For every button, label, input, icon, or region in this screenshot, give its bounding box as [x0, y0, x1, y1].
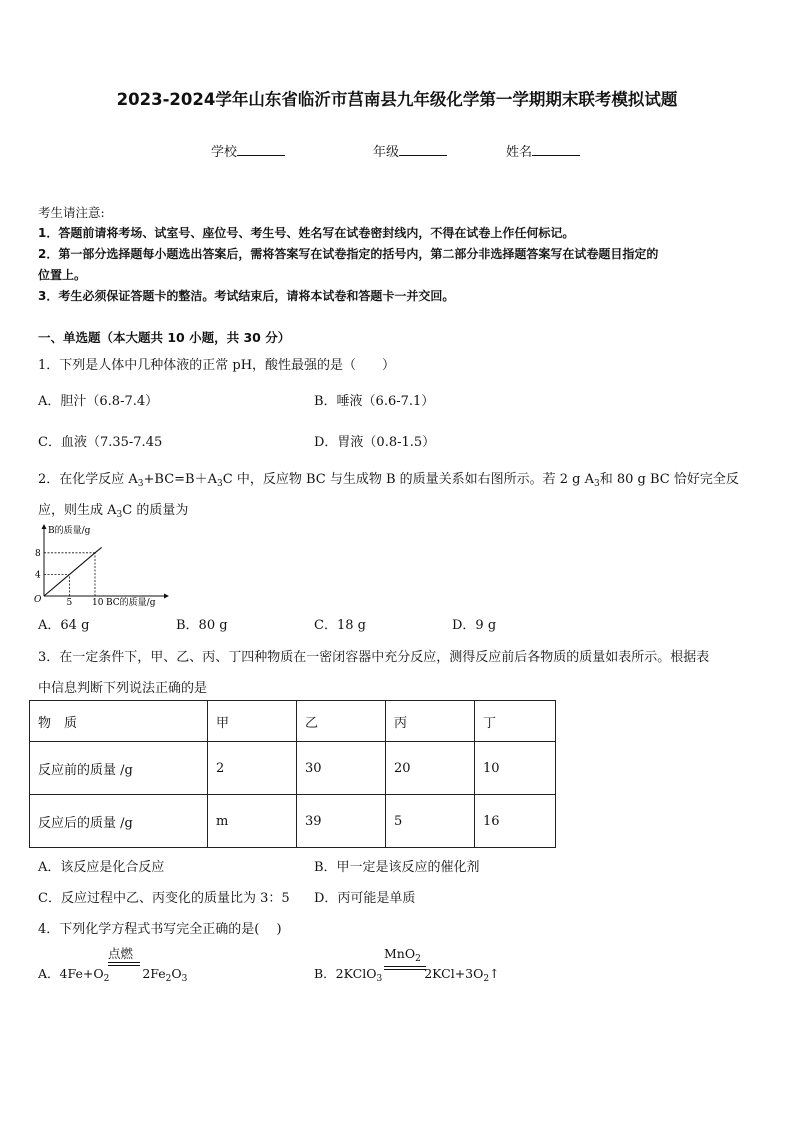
table-header-cell: 丙	[386, 701, 475, 742]
y-axis-arrow	[42, 524, 47, 529]
q4-option-b[interactable]: B．2KClO$_3$ $2KCl+3O_2↑$	[314, 966, 500, 984]
x-axis-arrow	[164, 594, 169, 599]
q1-option-a[interactable]: A．胆汁（6.8-7.4）	[38, 394, 159, 409]
q3-mass-table	[29, 700, 556, 848]
table-cell: 反应后的质量 /g	[30, 795, 208, 848]
mass-relation-chart	[30, 524, 170, 608]
x-axis-label: BC的质量/g	[106, 598, 156, 608]
q4-a-condition: 点燃	[108, 946, 134, 961]
table-cell: 30	[297, 742, 386, 795]
table-cell: 20	[386, 742, 475, 795]
q1-option-b[interactable]: B．唾液（6.6-7.1）	[314, 394, 435, 409]
school-field	[211, 141, 285, 160]
q1-stem: 1．下列是人体中几种体液的正常 pH，酸性最强的是（ ）	[38, 358, 396, 373]
y-tick-label: 8	[35, 548, 41, 559]
q3-option-a[interactable]: A．该反应是化合反应	[38, 860, 165, 875]
notice-heading: 考生请注意:	[38, 205, 105, 220]
notice-item-2-cont: 位置上。	[38, 268, 87, 282]
notice-item-1: 1．答题前请将考场、试室号、座位号、考生号、姓名写在试卷密封线内，不得在试卷上作任何标记。	[38, 226, 575, 240]
origin-label: O	[34, 595, 42, 605]
table-header-cell: 丁	[475, 701, 556, 742]
name-label: 姓名	[506, 145, 533, 160]
q2-stem-line1: 2．在化学反应 $A_3+BC=B+A_3C$ 中，反应物 BC 与生成物 B 的质量关系如右图所示。若 2 g $A_3$和 80 g BC 恰好完全反	[38, 472, 739, 489]
table-row	[30, 795, 556, 848]
table-cell: m	[208, 795, 297, 848]
table-cell: 16	[475, 795, 556, 848]
table-header-cell: 乙	[297, 701, 386, 742]
q4-stem: 4．下列化学方程式书写完全正确的是( )	[38, 922, 282, 937]
y-axis-label: B的质量/g	[48, 526, 91, 536]
q2-stem-line2: 应，则生成 $A_3C$ 的质量为	[38, 503, 189, 520]
q1-option-c[interactable]: C．血液（7.35-7.45	[38, 435, 163, 450]
q3-stem-line2: 中信息判断下列说法正确的是	[38, 681, 208, 696]
grade-blank[interactable]	[399, 143, 447, 156]
section-heading: 一、单选题（本大题共 10 小题，共 30 分）	[38, 330, 291, 345]
grade-label: 年级	[373, 145, 400, 160]
table-cell: 39	[297, 795, 386, 848]
table-row	[30, 742, 556, 795]
y-tick-label: 4	[35, 570, 41, 581]
table-header-row	[30, 701, 556, 742]
table-cell: 5	[386, 795, 475, 848]
q4-b-condition: MnO$_2$	[384, 946, 421, 964]
q2-option-d[interactable]: D．9 g	[452, 618, 497, 633]
notice-item-2: 2．第一部分选择题每小题选出答案后，需将答案写在试卷指定的括号内，第二部分非选择题答案写在试卷题目指定的	[38, 247, 659, 261]
table-cell: 反应前的质量 /g	[30, 742, 208, 795]
grade-field	[373, 141, 447, 160]
name-blank[interactable]	[532, 143, 580, 156]
table-cell: 10	[475, 742, 556, 795]
name-field	[506, 141, 580, 160]
q4-option-a[interactable]: A．$4Fe+O_2$ $2Fe_2O_3$	[38, 966, 188, 984]
x-tick-label: 5	[66, 598, 73, 608]
q2-option-c[interactable]: C．18 g	[314, 618, 366, 633]
table-header-cell: 物 质	[30, 701, 208, 742]
q1-option-d[interactable]: D．胃液（0.8-1.5）	[314, 435, 436, 450]
q2-option-a[interactable]: A．64 g	[38, 618, 90, 633]
school-blank[interactable]	[237, 143, 285, 156]
q3-option-c[interactable]: C．反应过程中乙、丙变化的质量比为 3：5	[38, 891, 290, 906]
notice-item-3: 3．考生必须保证答题卡的整洁。考试结束后，请将本试卷和答题卡一并交回。	[38, 289, 455, 303]
table-cell: 2	[208, 742, 297, 795]
page-title: 2023-2024学年山东省临沂市莒南县九年级化学第一学期期末联考模拟试题	[116, 90, 678, 109]
q2-option-b[interactable]: B．80 g	[176, 618, 228, 633]
school-label: 学校	[211, 145, 238, 160]
table-header-cell: 甲	[208, 701, 297, 742]
x-tick-label: 10	[92, 598, 104, 608]
q3-option-b[interactable]: B．甲一定是该反应的催化剂	[314, 860, 480, 875]
q3-option-d[interactable]: D．丙可能是单质	[314, 891, 416, 906]
q3-stem-line1: 3．在一定条件下，甲、乙、丙、丁四种物质在一密闭容器中充分反应，测得反应前后各物质的质量如表所示。根据表	[38, 650, 710, 665]
series-line	[44, 547, 102, 596]
